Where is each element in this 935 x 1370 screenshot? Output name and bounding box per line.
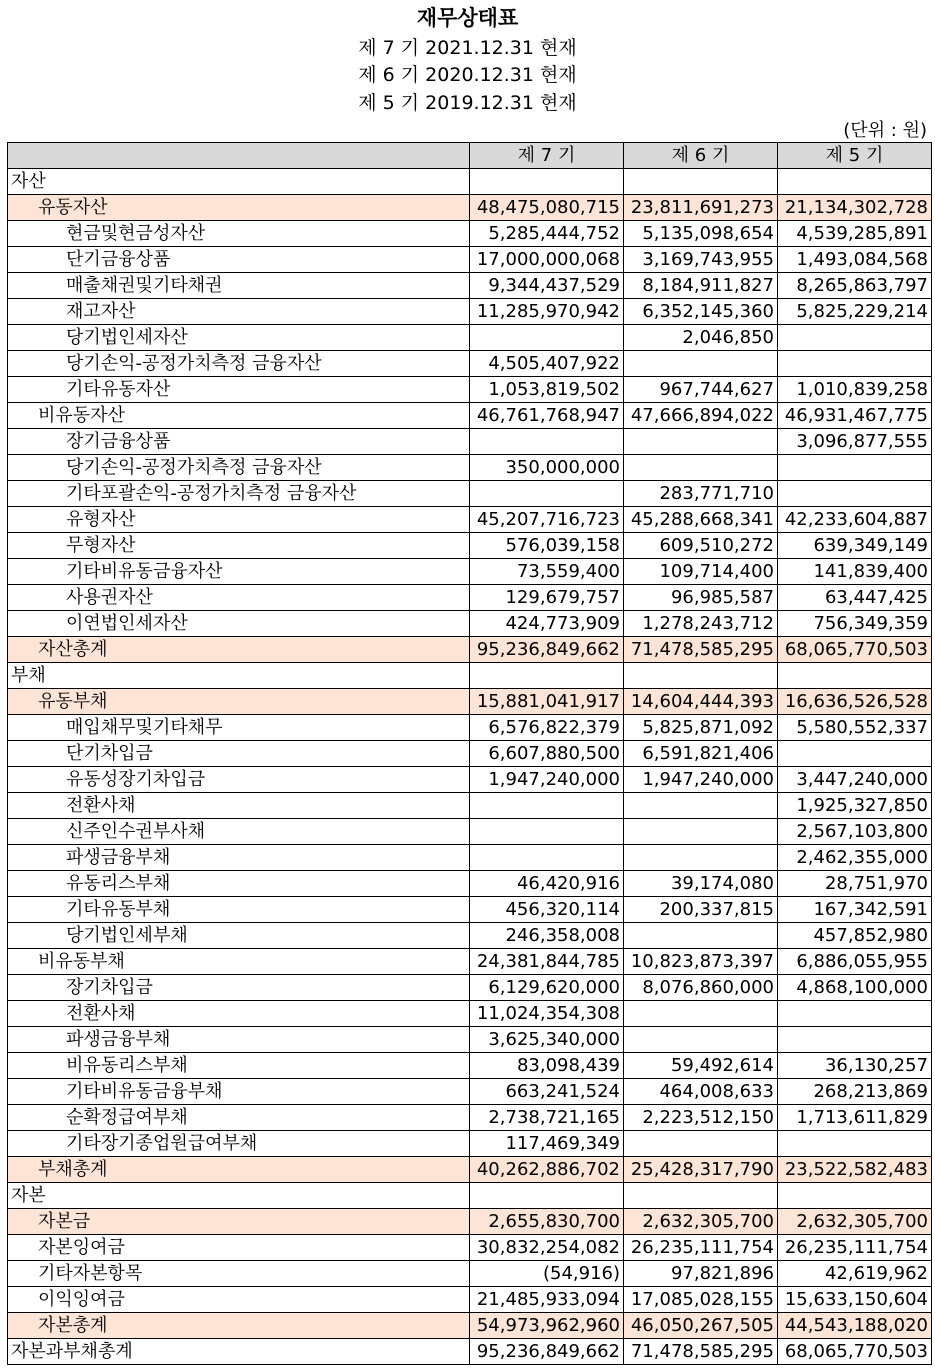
amount-cell: 15,881,041,917 [470, 689, 624, 715]
amount-cell: 45,288,668,341 [624, 507, 778, 533]
amount-cell: 95,236,849,662 [470, 637, 624, 663]
amount-cell: 2,655,830,700 [470, 1209, 624, 1235]
account-label: 기타자본항목 [8, 1261, 470, 1287]
amount-cell: 2,567,103,800 [778, 819, 932, 845]
amount-cell: 25,428,317,790 [624, 1157, 778, 1183]
account-label: 장기차입금 [8, 975, 470, 1001]
header-period-7: 제 7 기 [470, 143, 624, 169]
amount-cell [624, 1001, 778, 1027]
amount-cell [624, 819, 778, 845]
amount-cell: 2,223,512,150 [624, 1105, 778, 1131]
amount-cell [778, 1183, 932, 1209]
amount-cell: 2,632,305,700 [778, 1209, 932, 1235]
account-label: 유동자산 [8, 195, 470, 221]
amount-cell [778, 455, 932, 481]
amount-cell: 141,839,400 [778, 559, 932, 585]
amount-cell: 26,235,111,754 [778, 1235, 932, 1261]
account-label: 자본총계 [8, 1313, 470, 1339]
amount-cell [778, 663, 932, 689]
table-row [8, 949, 932, 975]
amount-cell [778, 481, 932, 507]
amount-cell [778, 741, 932, 767]
account-label: 매입채무및기타채무 [8, 715, 470, 741]
amount-cell [470, 845, 624, 871]
amount-cell: 6,886,055,955 [778, 949, 932, 975]
amount-cell: 42,619,962 [778, 1261, 932, 1287]
table-row [8, 533, 932, 559]
amount-cell: 3,447,240,000 [778, 767, 932, 793]
table-row [8, 923, 932, 949]
amount-cell: 97,821,896 [624, 1261, 778, 1287]
amount-cell [778, 1027, 932, 1053]
amount-cell: 9,344,437,529 [470, 273, 624, 299]
amount-cell: 40,262,886,702 [470, 1157, 624, 1183]
amount-cell: 21,134,302,728 [778, 195, 932, 221]
amount-cell: 2,462,355,000 [778, 845, 932, 871]
table-row [8, 585, 932, 611]
account-label: 사용권자산 [8, 585, 470, 611]
amount-cell: 83,098,439 [470, 1053, 624, 1079]
amount-cell [470, 1183, 624, 1209]
amount-cell: 967,744,627 [624, 377, 778, 403]
account-label: 유동리스부채 [8, 871, 470, 897]
amount-cell [470, 663, 624, 689]
amount-cell: 5,825,871,092 [624, 715, 778, 741]
amount-cell: 1,278,243,712 [624, 611, 778, 637]
table-row [8, 403, 932, 429]
account-label: 기타유동부채 [8, 897, 470, 923]
amount-cell [624, 923, 778, 949]
amount-cell [470, 819, 624, 845]
account-label: 자본잉여금 [8, 1235, 470, 1261]
amount-cell: 71,478,585,295 [624, 637, 778, 663]
account-label: 유동성장기차입금 [8, 767, 470, 793]
amount-cell: 129,679,757 [470, 585, 624, 611]
account-label: 유동부채 [8, 689, 470, 715]
account-label: 순확정급여부채 [8, 1105, 470, 1131]
amount-cell [470, 793, 624, 819]
amount-cell: 11,024,354,308 [470, 1001, 624, 1027]
amount-cell: 639,349,149 [778, 533, 932, 559]
header-period-5: 제 5 기 [778, 143, 932, 169]
statement-title: 재무상태표 [416, 6, 519, 30]
amount-cell: 350,000,000 [470, 455, 624, 481]
account-label: 파생금융부채 [8, 845, 470, 871]
amount-cell: 14,604,444,393 [624, 689, 778, 715]
account-label: 당기법인세부채 [8, 923, 470, 949]
amount-cell [470, 169, 624, 195]
table-row [8, 221, 932, 247]
account-label: 비유동리스부채 [8, 1053, 470, 1079]
amount-cell [778, 169, 932, 195]
account-label: 전환사채 [8, 793, 470, 819]
table-row [8, 273, 932, 299]
amount-cell: 109,714,400 [624, 559, 778, 585]
table-row [8, 1079, 932, 1105]
account-label: 단기금융상품 [8, 247, 470, 273]
amount-cell: 68,065,770,503 [778, 637, 932, 663]
account-label: 파생금융부채 [8, 1027, 470, 1053]
table-row [8, 429, 932, 455]
table-row [8, 845, 932, 871]
table-row [8, 351, 932, 377]
amount-cell: 6,607,880,500 [470, 741, 624, 767]
balance-sheet-table [7, 142, 932, 1365]
amount-cell: 15,633,150,604 [778, 1287, 932, 1313]
table-row [8, 1131, 932, 1157]
amount-cell [624, 429, 778, 455]
amount-cell: 756,349,359 [778, 611, 932, 637]
amount-cell: 6,129,620,000 [470, 975, 624, 1001]
table-row [8, 507, 932, 533]
account-label: 이익잉여금 [8, 1287, 470, 1313]
account-label: 기타포괄손익-공정가치측정 금융자산 [8, 481, 470, 507]
table-row [8, 689, 932, 715]
account-label: 비유동부채 [8, 949, 470, 975]
amount-cell [778, 1001, 932, 1027]
amount-cell: 3,625,340,000 [470, 1027, 624, 1053]
table-row [8, 169, 932, 195]
amount-cell [624, 793, 778, 819]
table-row [8, 1209, 932, 1235]
amount-cell: 46,931,467,775 [778, 403, 932, 429]
amount-cell [624, 845, 778, 871]
amount-cell: 200,337,815 [624, 897, 778, 923]
header-item [8, 143, 470, 169]
amount-cell: 8,184,911,827 [624, 273, 778, 299]
table-row [8, 741, 932, 767]
amount-cell: 2,738,721,165 [470, 1105, 624, 1131]
amount-cell: 6,591,821,406 [624, 741, 778, 767]
amount-cell: 42,233,604,887 [778, 507, 932, 533]
table-row [8, 611, 932, 637]
amount-cell: (54,916) [470, 1261, 624, 1287]
amount-cell: 95,236,849,662 [470, 1339, 624, 1365]
amount-cell [778, 351, 932, 377]
table-row [8, 195, 932, 221]
table-row [8, 819, 932, 845]
amount-cell: 1,925,327,850 [778, 793, 932, 819]
account-label: 부채 [8, 663, 470, 689]
table-row [8, 767, 932, 793]
amount-cell: 46,050,267,505 [624, 1313, 778, 1339]
table-row [8, 247, 932, 273]
table-row [8, 1261, 932, 1287]
amount-cell: 2,046,850 [624, 325, 778, 351]
unit-label: (단위 : 원) [843, 120, 927, 141]
table-row [8, 793, 932, 819]
amount-cell: 48,475,080,715 [470, 195, 624, 221]
amount-cell: 424,773,909 [470, 611, 624, 637]
account-label: 유형자산 [8, 507, 470, 533]
period-line-7: 제 7 기 2021.12.31 현재 [358, 37, 577, 59]
table-row [8, 1183, 932, 1209]
amount-cell: 39,174,080 [624, 871, 778, 897]
amount-cell: 23,522,582,483 [778, 1157, 932, 1183]
amount-cell [470, 429, 624, 455]
table-row [8, 559, 932, 585]
amount-cell: 16,636,526,528 [778, 689, 932, 715]
table-row [8, 1287, 932, 1313]
amount-cell: 6,352,145,360 [624, 299, 778, 325]
amount-cell: 167,342,591 [778, 897, 932, 923]
amount-cell [624, 1183, 778, 1209]
amount-cell [470, 325, 624, 351]
amount-cell: 1,053,819,502 [470, 377, 624, 403]
amount-cell: 1,947,240,000 [624, 767, 778, 793]
amount-cell [624, 351, 778, 377]
amount-cell: 96,985,587 [624, 585, 778, 611]
amount-cell: 4,539,285,891 [778, 221, 932, 247]
account-label: 당기손익-공정가치측정 금융자산 [8, 351, 470, 377]
table-row [8, 663, 932, 689]
amount-cell: 3,096,877,555 [778, 429, 932, 455]
account-label: 단기차입금 [8, 741, 470, 767]
amount-cell [470, 481, 624, 507]
table-row [8, 377, 932, 403]
amount-cell: 11,285,970,942 [470, 299, 624, 325]
amount-cell: 36,130,257 [778, 1053, 932, 1079]
table-row [8, 871, 932, 897]
account-label: 이연법인세자산 [8, 611, 470, 637]
account-label: 매출채권및기타채권 [8, 273, 470, 299]
amount-cell: 117,469,349 [470, 1131, 624, 1157]
header-period-6: 제 6 기 [624, 143, 778, 169]
amount-cell: 59,492,614 [624, 1053, 778, 1079]
amount-cell: 5,580,552,337 [778, 715, 932, 741]
amount-cell: 17,085,028,155 [624, 1287, 778, 1313]
table-row [8, 1001, 932, 1027]
account-label: 기타비유동금융자산 [8, 559, 470, 585]
amount-cell: 68,065,770,503 [778, 1339, 932, 1365]
table-row [8, 1105, 932, 1131]
amount-cell: 3,169,743,955 [624, 247, 778, 273]
amount-cell: 24,381,844,785 [470, 949, 624, 975]
table-row [8, 637, 932, 663]
account-label: 자본 [8, 1183, 470, 1209]
amount-cell: 46,761,768,947 [470, 403, 624, 429]
amount-cell: 17,000,000,068 [470, 247, 624, 273]
amount-cell: 45,207,716,723 [470, 507, 624, 533]
amount-cell [624, 1027, 778, 1053]
amount-cell [624, 663, 778, 689]
amount-cell: 246,358,008 [470, 923, 624, 949]
amount-cell: 47,666,894,022 [624, 403, 778, 429]
table-row [8, 1339, 932, 1365]
amount-cell: 44,543,188,020 [778, 1313, 932, 1339]
account-label: 기타유동자산 [8, 377, 470, 403]
account-label: 자본금 [8, 1209, 470, 1235]
amount-cell: 1,947,240,000 [470, 767, 624, 793]
amount-cell: 464,008,633 [624, 1079, 778, 1105]
amount-cell: 1,713,611,829 [778, 1105, 932, 1131]
period-line-6: 제 6 기 2020.12.31 현재 [358, 64, 577, 86]
amount-cell: 63,447,425 [778, 585, 932, 611]
amount-cell: 21,485,933,094 [470, 1287, 624, 1313]
account-label: 비유동자산 [8, 403, 470, 429]
amount-cell: 28,751,970 [778, 871, 932, 897]
account-label: 기타장기종업원급여부채 [8, 1131, 470, 1157]
amount-cell: 6,576,822,379 [470, 715, 624, 741]
account-label: 무형자산 [8, 533, 470, 559]
amount-cell: 576,039,158 [470, 533, 624, 559]
account-label: 자본과부채총계 [8, 1339, 470, 1365]
account-label: 자산 [8, 169, 470, 195]
amount-cell: 663,241,524 [470, 1079, 624, 1105]
amount-cell [624, 455, 778, 481]
amount-cell: 1,010,839,258 [778, 377, 932, 403]
table-row [8, 1157, 932, 1183]
table-row [8, 715, 932, 741]
amount-cell: 71,478,585,295 [624, 1339, 778, 1365]
amount-cell: 8,265,863,797 [778, 273, 932, 299]
amount-cell: 4,505,407,922 [470, 351, 624, 377]
table-row [8, 1053, 932, 1079]
table-row [8, 1313, 932, 1339]
amount-cell: 5,285,444,752 [470, 221, 624, 247]
account-label: 재고자산 [8, 299, 470, 325]
table-row [8, 897, 932, 923]
amount-cell: 30,832,254,082 [470, 1235, 624, 1261]
account-label: 기타비유동금융부채 [8, 1079, 470, 1105]
amount-cell: 10,823,873,397 [624, 949, 778, 975]
table-row [8, 1235, 932, 1261]
amount-cell: 5,135,098,654 [624, 221, 778, 247]
amount-cell: 283,771,710 [624, 481, 778, 507]
amount-cell [624, 1131, 778, 1157]
period-line-5: 제 5 기 2019.12.31 현재 [358, 92, 577, 114]
amount-cell: 46,420,916 [470, 871, 624, 897]
account-label: 신주인수권부사채 [8, 819, 470, 845]
account-label: 자산총계 [8, 637, 470, 663]
account-label: 당기법인세자산 [8, 325, 470, 351]
table-row [8, 1027, 932, 1053]
amount-cell [624, 169, 778, 195]
table-row [8, 325, 932, 351]
account-label: 부채총계 [8, 1157, 470, 1183]
amount-cell [778, 1131, 932, 1157]
amount-cell: 2,632,305,700 [624, 1209, 778, 1235]
amount-cell: 4,868,100,000 [778, 975, 932, 1001]
table-row [8, 481, 932, 507]
amount-cell: 8,076,860,000 [624, 975, 778, 1001]
amount-cell: 268,213,869 [778, 1079, 932, 1105]
account-label: 현금및현금성자산 [8, 221, 470, 247]
amount-cell: 54,973,962,960 [470, 1313, 624, 1339]
amount-cell: 457,852,980 [778, 923, 932, 949]
table-row [8, 299, 932, 325]
table-row [8, 975, 932, 1001]
account-label: 당기손익-공정가치측정 금융자산 [8, 455, 470, 481]
amount-cell: 23,811,691,273 [624, 195, 778, 221]
header-row [8, 143, 932, 169]
amount-cell: 609,510,272 [624, 533, 778, 559]
amount-cell: 1,493,084,568 [778, 247, 932, 273]
account-label: 전환사채 [8, 1001, 470, 1027]
amount-cell: 456,320,114 [470, 897, 624, 923]
account-label: 장기금융상품 [8, 429, 470, 455]
amount-cell [778, 325, 932, 351]
amount-cell: 73,559,400 [470, 559, 624, 585]
amount-cell: 26,235,111,754 [624, 1235, 778, 1261]
amount-cell: 5,825,229,214 [778, 299, 932, 325]
table-row [8, 455, 932, 481]
